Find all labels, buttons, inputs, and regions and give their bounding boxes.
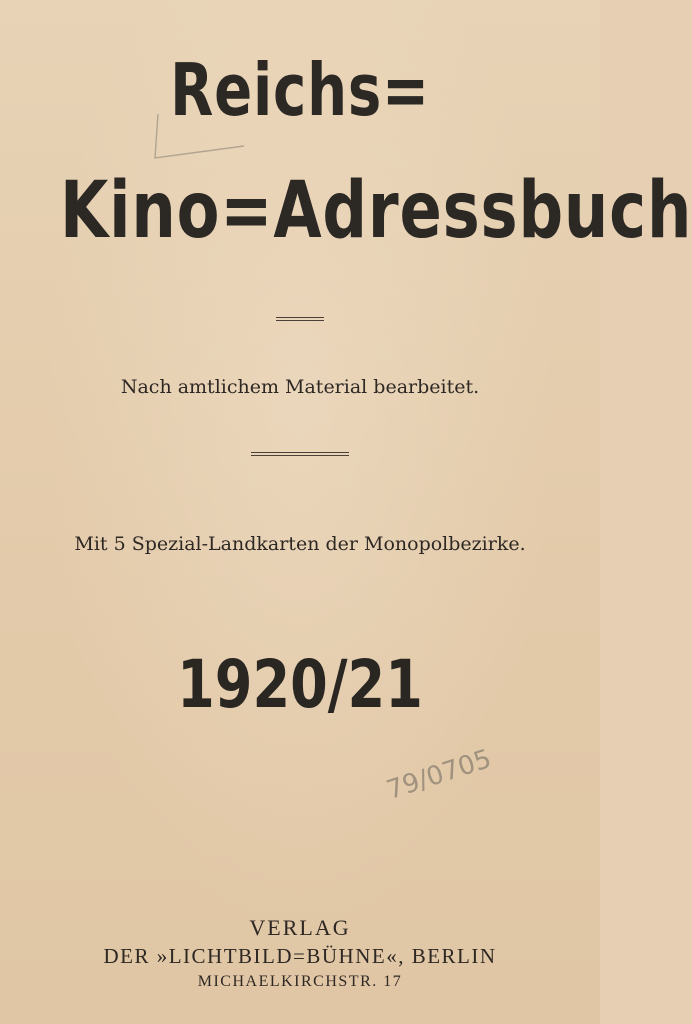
decorative-rule [251, 452, 349, 456]
imprint-verlag: VERLAG [249, 915, 351, 940]
handwritten-shelfmark: 79/0705 [383, 744, 496, 806]
decorative-rule [276, 317, 324, 321]
imprint-publisher: DER »LICHTBILD=BÜHNE«, BERLIN [103, 944, 497, 968]
book-title-line-2: Kino=Adressbuch [60, 166, 692, 256]
book-title-line-1: Reichs= [170, 48, 430, 132]
maps-note: Mit 5 Spezial-Landkarten der Monopolbezirke. [74, 533, 526, 555]
subtitle: Nach amtlichem Material bearbeitet. [120, 376, 480, 398]
imprint-address: MICHAELKIRCHSTR. 17 [197, 973, 403, 990]
edition-year: 1920/21 [177, 646, 423, 723]
